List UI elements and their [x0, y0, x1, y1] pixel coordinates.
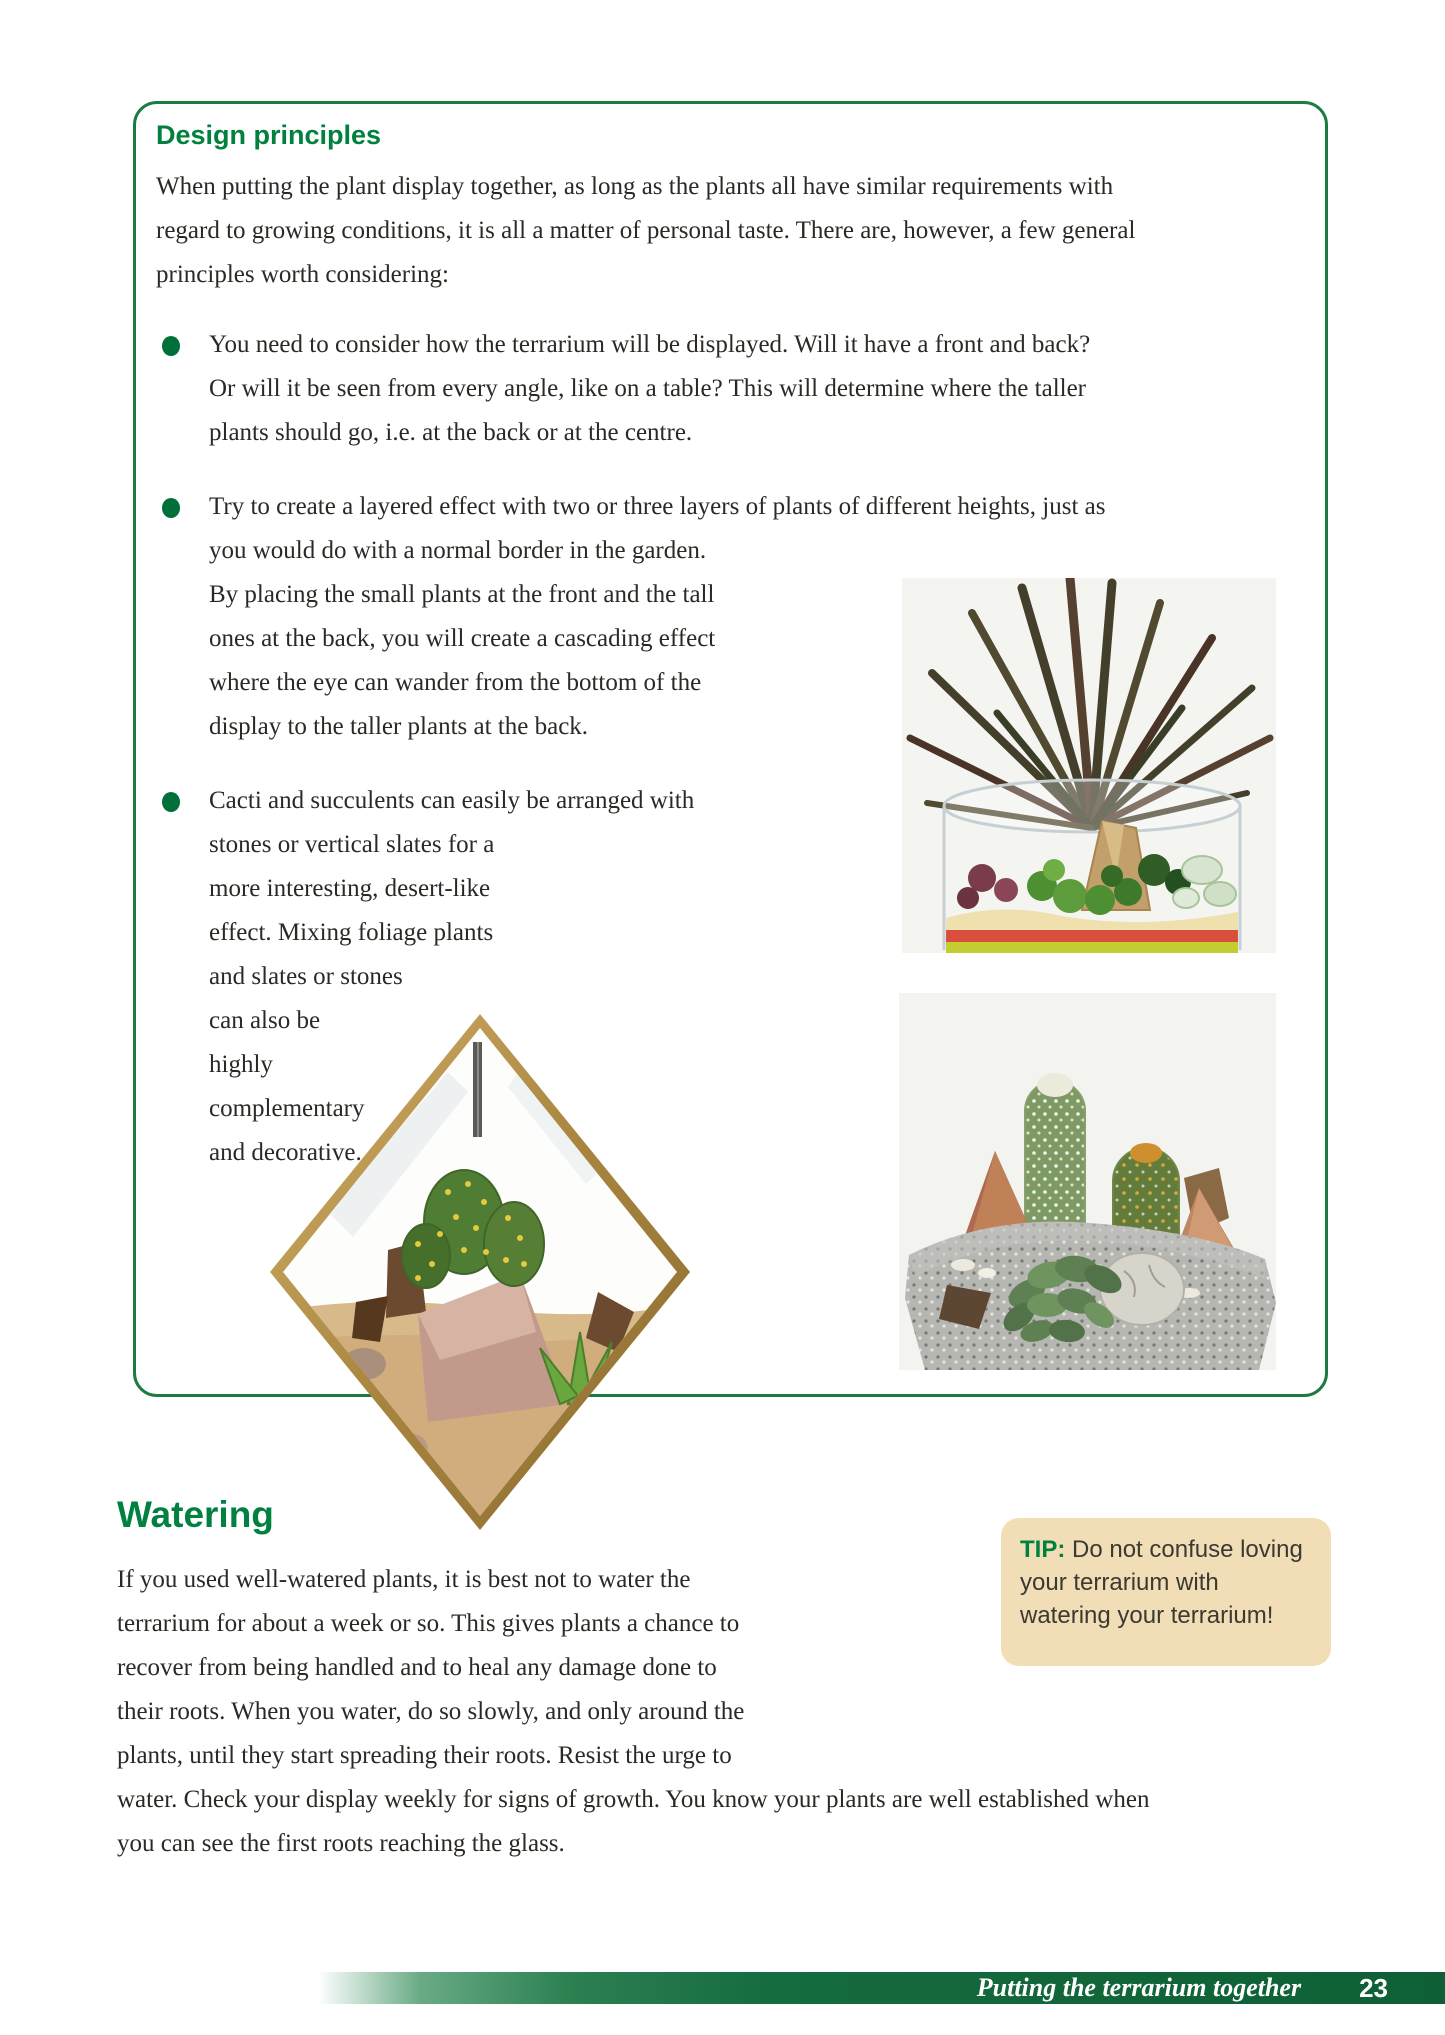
bullet-text: Try to create a layered effect with two or three layers of plants of different heights, just as you would do with a normal border in the garden. By placing the small plants at the front and the tall ones at the back, you will create a cascading effect where the eye can wander from the bottom of the display to the taller plants at the back. [209, 493, 1106, 740]
wrap-spacer [434, 955, 729, 999]
tip-text: Do not confuse loving your terrarium with watering your terrarium! [1020, 1536, 1303, 1629]
tip-label: TIP: [1020, 1536, 1066, 1563]
diamond-glass-terrarium-photo [268, 1012, 692, 1532]
bullet-icon [162, 498, 180, 518]
footer-chapter-title: Putting the terrarium together [976, 1973, 1302, 2002]
tip-box [1001, 1518, 1331, 1666]
design-box-heading: Design principles [156, 120, 382, 150]
design-box-intro: When putting the plant display together, as long as the plants all have similar requirements with regard to growing conditions, it is all a matter of personal taste. There are, however, a few general principles worth considering: [156, 173, 1136, 288]
wrap-spacer [519, 911, 729, 955]
watering-heading: Watering [117, 1494, 274, 1535]
bullet-icon [162, 792, 180, 812]
list-item [156, 323, 1325, 455]
footer-bar [318, 1972, 1445, 2004]
bullet-icon [162, 336, 180, 356]
desert-bowl-cacti-photo [899, 993, 1276, 1370]
cylinder-terrarium-photo [902, 578, 1276, 953]
bullet-text: You need to consider how the terrarium will be displayed. Will it have a front and back? Or will it be seen from every angle, like on a table? This will determine where the taller plants should go, i.e. at the back or at the centre. [209, 331, 1091, 446]
bullet-text: Cacti and succulents can easily be arranged with stones or vertical slates for a more interesting, desert-like effect. Mixing foliage plants and slates or stones can also be highly complementary and decorative. [209, 787, 695, 1166]
footer-page-number: 23 [1359, 1972, 1388, 2003]
watering-text: If you used well-watered plants, it is best not to water the terrarium for about a week or so. This gives plants a chance to recover from being handled and to heal any damage done to their roots. When you water, do so slowly, and only around the plants, until they start spreading their roots. Resist the urge to water. Check your display weekly for signs of growth. You know your plants are well established when you can see the first roots reaching the glass. [117, 1566, 1150, 1857]
